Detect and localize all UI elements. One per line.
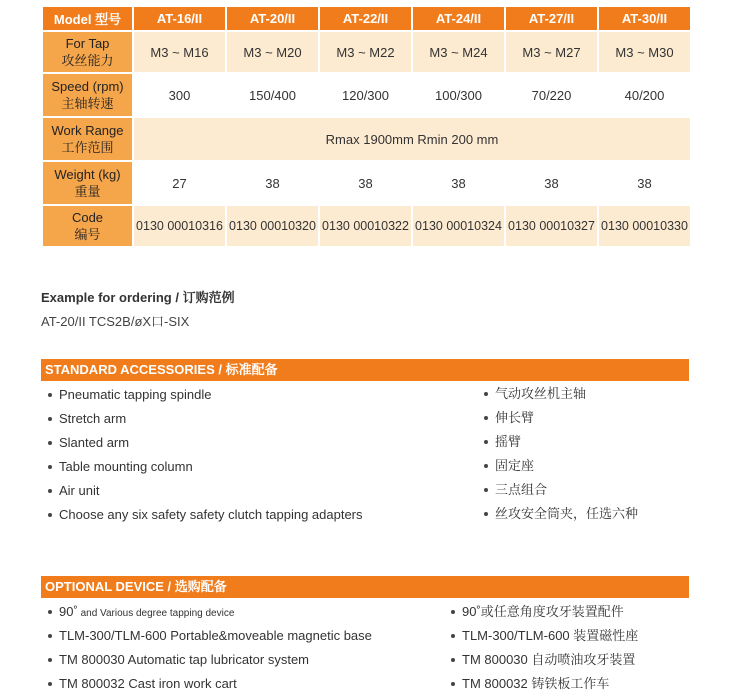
table-row [43, 118, 690, 160]
row-label [43, 206, 132, 246]
list-item [480, 430, 638, 454]
work-range-cell: Rmax 1900mm Rmin 200 mm [134, 118, 690, 160]
list-item-text: 气动攻丝机主轴 [495, 386, 587, 401]
bullet-icon [451, 658, 455, 662]
list-item [480, 454, 638, 478]
list-item [44, 672, 372, 696]
list-item-text: 三点组合 [495, 482, 548, 497]
table-cell: M3 ~ M16 [134, 32, 225, 72]
table-cell: 38 [506, 162, 597, 204]
list-item-text: Choose any six safety safety clutch tapping adapters [59, 507, 363, 522]
list-item-text: 摇臂 [495, 434, 522, 449]
list-item [447, 672, 638, 696]
list-item-text: 固定座 [495, 458, 535, 473]
list-item-text: 伸长臂 [495, 410, 535, 425]
row-label-en: Speed (rpm) [51, 79, 124, 94]
bullet-icon [48, 658, 52, 662]
ordering-example [41, 287, 235, 330]
table-cell: 120/300 [320, 74, 411, 116]
table-cell: 38 [227, 162, 318, 204]
row-label-cn: 攻丝能力 [61, 53, 114, 68]
list-item-text: Air unit [59, 483, 100, 498]
header-model: AT-27/II [506, 7, 597, 30]
ordering-example-title: Example for ordering / 订购范例 [41, 290, 235, 305]
table-row [43, 162, 690, 204]
list-item [44, 383, 363, 407]
list-item-text: TM 800030 自动喷油攻牙装置 [462, 652, 636, 667]
bullet-icon [484, 416, 488, 420]
list-item [44, 407, 363, 431]
row-label-en: For Tap [65, 36, 110, 51]
bullet-icon [484, 488, 488, 492]
table-cell: M3 ~ M30 [599, 32, 690, 72]
standard-list-en [44, 383, 363, 527]
table-cell: M3 ~ M22 [320, 32, 411, 72]
table-cell: 0130 00010327 [506, 206, 597, 246]
list-item [44, 455, 363, 479]
table-cell: 40/200 [599, 74, 690, 116]
list-item-text: 90˚或任意角度攻牙装置配件 [462, 604, 624, 619]
row-label-cn: 主轴转速 [61, 96, 114, 111]
table-cell: 27 [134, 162, 225, 204]
bullet-icon [48, 441, 52, 445]
list-item [480, 478, 638, 502]
bullet-icon [484, 392, 488, 396]
row-label-en: Work Range [51, 123, 124, 138]
list-item-text: TM 800032 Cast iron work cart [59, 676, 237, 691]
bullet-icon [48, 682, 52, 686]
table-cell: M3 ~ M27 [506, 32, 597, 72]
list-item [480, 406, 638, 430]
ordering-example-code: AT-20/II TCS2B/øX口-SIX [41, 314, 190, 329]
header-model: AT-24/II [413, 7, 504, 30]
bullet-icon [48, 610, 52, 614]
list-item-text: Stretch arm [59, 411, 127, 426]
bullet-icon [484, 512, 488, 516]
bullet-icon [451, 634, 455, 638]
table-cell: 300 [134, 74, 225, 116]
list-item [480, 382, 638, 406]
optional-device-heading: OPTIONAL DEVICE / 选购配备 [41, 576, 689, 598]
row-label-cn: 编号 [74, 227, 101, 242]
bullet-icon [48, 634, 52, 638]
header-model: AT-22/II [320, 7, 411, 30]
table-cell: 0130 00010322 [320, 206, 411, 246]
table-cell: 0130 00010330 [599, 206, 690, 246]
list-item-text: and Various degree tapping device [77, 608, 235, 619]
table-row [43, 74, 690, 116]
bullet-icon [48, 465, 52, 469]
header-model: AT-20/II [227, 7, 318, 30]
bullet-icon [484, 464, 488, 468]
list-item-text: 丝攻安全筒夹，任选六种 [495, 506, 639, 521]
row-label-cn: 重量 [74, 184, 101, 199]
table-cell: M3 ~ M24 [413, 32, 504, 72]
list-item [447, 648, 638, 672]
optional-list-cn [447, 600, 638, 696]
list-item-text: TLM-300/TLM-600 装置磁性座 [462, 628, 639, 643]
table-cell: 0130 00010320 [227, 206, 318, 246]
list-item [44, 479, 363, 503]
bullet-icon [451, 610, 455, 614]
row-label [43, 74, 132, 116]
list-item-text: TM 800030 Automatic tap lubricator system [59, 652, 310, 667]
list-item-text: TLM-300/TLM-600 Portable&moveable magnetic base [59, 628, 372, 643]
header-model: AT-30/II [599, 7, 690, 30]
list-item-text: Table mounting column [59, 459, 193, 474]
row-label [43, 162, 132, 204]
row-label [43, 118, 132, 160]
table-cell: 38 [413, 162, 504, 204]
list-item [44, 431, 363, 455]
header-model-label: Model 型号 [43, 7, 132, 30]
bullet-icon [48, 513, 52, 517]
list-item-text: TM 800032 铸铁板工作车 [462, 676, 610, 691]
list-item [44, 648, 372, 672]
row-label [43, 32, 132, 72]
spec-table [41, 5, 692, 248]
row-label-cn: 工作范围 [61, 140, 114, 155]
table-row [43, 206, 690, 246]
bullet-icon [484, 440, 488, 444]
bullet-icon [48, 489, 52, 493]
table-cell: 70/220 [506, 74, 597, 116]
list-item [44, 624, 372, 648]
bullet-icon [48, 393, 52, 397]
row-label-en: Weight (kg) [54, 167, 121, 182]
list-item-text: Pneumatic tapping spindle [59, 387, 212, 402]
list-item [480, 502, 638, 526]
optional-list-en [44, 600, 372, 696]
table-cell: 0130 00010316 [134, 206, 225, 246]
table-header-row [43, 7, 690, 30]
table-cell: 38 [599, 162, 690, 204]
list-item-degree: 90˚ [59, 604, 78, 619]
list-item [447, 624, 638, 648]
list-item [44, 600, 372, 624]
row-label-en: Code [71, 210, 104, 225]
table-row [43, 32, 690, 72]
table-cell: 38 [320, 162, 411, 204]
bullet-icon [451, 682, 455, 686]
standard-list-cn [480, 382, 638, 526]
list-item [44, 503, 363, 527]
table-cell: M3 ~ M20 [227, 32, 318, 72]
table-cell: 150/400 [227, 74, 318, 116]
list-item-text: Slanted arm [59, 435, 130, 450]
standard-accessories-heading: STANDARD ACCESSORIES / 标准配备 [41, 359, 689, 381]
table-cell: 0130 00010324 [413, 206, 504, 246]
header-model: AT-16/II [134, 7, 225, 30]
bullet-icon [48, 417, 52, 421]
list-item [447, 600, 638, 624]
table-cell: 100/300 [413, 74, 504, 116]
